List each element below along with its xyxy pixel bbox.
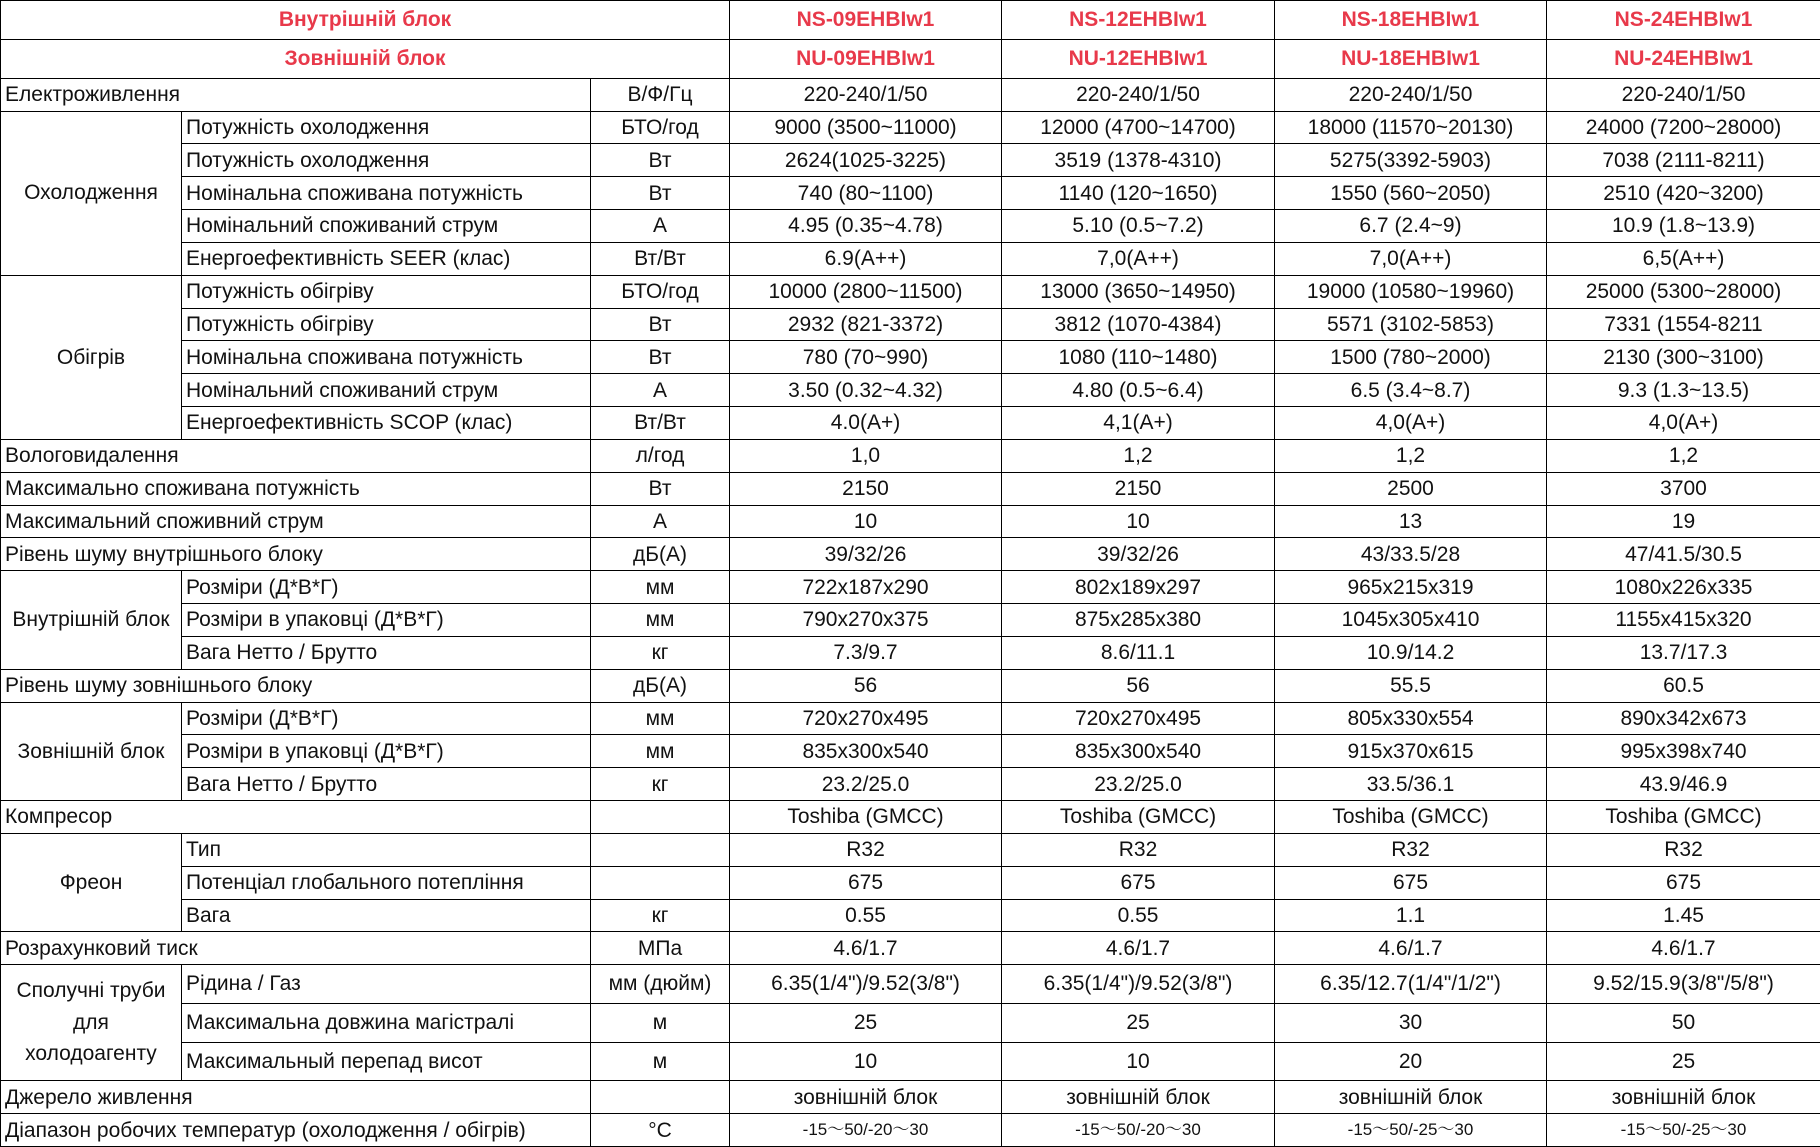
param-label: Номінальний споживаний струм [182, 374, 591, 407]
param-label: Вага Нетто / Брутто [182, 768, 591, 801]
value-cell: 675 [1002, 866, 1275, 899]
value-cell: 4.0(A+) [730, 407, 1002, 440]
param-label: Вага [182, 899, 591, 932]
unit-cell: Вт [591, 472, 730, 505]
param-label: Номінальний споживаний струм [182, 210, 591, 243]
value-cell: зовнішній блок [730, 1081, 1002, 1114]
unit-cell: кг [591, 636, 730, 669]
spec-row [1, 210, 1820, 243]
value-cell: 6.5 (3.4~8.7) [1275, 374, 1547, 407]
value-cell: 1,0 [730, 439, 1002, 472]
value-cell: 805x330x554 [1275, 702, 1547, 735]
outdoor-unit-label: Зовнішній блок [1, 39, 730, 78]
unit-cell: дБ(А) [591, 669, 730, 702]
unit-cell: кг [591, 768, 730, 801]
spec-row [1, 899, 1820, 932]
value-cell: 23.2/25.0 [1002, 768, 1275, 801]
param-label: Рідина / Газ [182, 965, 591, 1004]
spec-row [1, 472, 1820, 505]
value-cell: R32 [1275, 833, 1547, 866]
value-cell: 835x300x540 [730, 735, 1002, 768]
spec-row [1, 78, 1820, 111]
value-cell: 6.35(1/4")/9.52(3/8") [1002, 965, 1275, 1004]
unit-cell: Вт [591, 144, 730, 177]
value-cell: 30 [1275, 1003, 1547, 1042]
value-cell: 790x270x375 [730, 604, 1002, 637]
spec-row [1, 1114, 1820, 1147]
value-cell: 25 [730, 1003, 1002, 1042]
value-cell: 25 [1002, 1003, 1275, 1042]
param-label: Джерело живлення [1, 1081, 591, 1114]
value-cell: 675 [1275, 866, 1547, 899]
spec-row [1, 866, 1820, 899]
unit-cell: кг [591, 899, 730, 932]
value-cell: 1.1 [1275, 899, 1547, 932]
value-cell: зовнішній блок [1275, 1081, 1547, 1114]
value-cell: 875x285x380 [1002, 604, 1275, 637]
spec-row [1, 177, 1820, 210]
value-cell: 4.6/1.7 [1547, 932, 1820, 965]
param-label: Компресор [1, 801, 591, 834]
value-cell: Toshiba (GMCC) [1002, 801, 1275, 834]
value-cell: 675 [730, 866, 1002, 899]
value-cell: 1,2 [1002, 439, 1275, 472]
value-cell: 0.55 [1002, 899, 1275, 932]
param-label: Номінальна споживана потужність [182, 177, 591, 210]
spec-row [1, 965, 1820, 1004]
spec-row [1, 308, 1820, 341]
param-label: Максимальна довжина магістралі [182, 1003, 591, 1042]
value-cell: 740 (80~1100) [730, 177, 1002, 210]
value-cell: 220-240/1/50 [1547, 78, 1820, 111]
unit-cell [591, 866, 730, 899]
value-cell: 25 [1547, 1042, 1820, 1081]
spec-row [1, 571, 1820, 604]
value-cell: 60.5 [1547, 669, 1820, 702]
value-cell: R32 [730, 833, 1002, 866]
value-cell: 7.3/9.7 [730, 636, 1002, 669]
param-label: Потужність обігріву [182, 275, 591, 308]
param-label: Потужність обігріву [182, 308, 591, 341]
value-cell: 7,0(A++) [1275, 242, 1547, 275]
param-label: Максимальний споживний струм [1, 505, 591, 538]
spec-row [1, 1042, 1820, 1081]
value-cell: 1.45 [1547, 899, 1820, 932]
value-cell: -15～50/-20～30 [1002, 1114, 1275, 1147]
unit-cell [591, 1081, 730, 1114]
value-cell: 4,0(A+) [1547, 407, 1820, 440]
spec-row [1, 505, 1820, 538]
value-cell: 2150 [1002, 472, 1275, 505]
value-cell: 10 [1002, 505, 1275, 538]
unit-cell: А [591, 505, 730, 538]
indoor-model: NS-18EHBIw1 [1275, 1, 1547, 40]
value-cell: -15～50/-25～30 [1275, 1114, 1547, 1147]
param-label: Діапазон робочих температур (охолодження / обігрів) [1, 1114, 591, 1147]
value-cell: R32 [1002, 833, 1275, 866]
group-label: Зовнішній блок [1, 702, 182, 800]
param-label: Розміри в упаковці (Д*В*Г) [182, 604, 591, 637]
value-cell: 9.52/15.9(3/8"/5/8") [1547, 965, 1820, 1004]
value-cell: 2510 (420~3200) [1547, 177, 1820, 210]
unit-cell: °C [591, 1114, 730, 1147]
value-cell: 220-240/1/50 [730, 78, 1002, 111]
param-label: Енергоефективність SEER (клас) [182, 242, 591, 275]
unit-cell: мм (дюйм) [591, 965, 730, 1004]
spec-row [1, 275, 1820, 308]
value-cell: 10.9/14.2 [1275, 636, 1547, 669]
value-cell: 56 [1002, 669, 1275, 702]
value-cell: 24000 (7200~28000) [1547, 111, 1820, 144]
unit-cell: л/год [591, 439, 730, 472]
param-label: Вага Нетто / Брутто [182, 636, 591, 669]
value-cell: 720x270x495 [1002, 702, 1275, 735]
value-cell: 0.55 [730, 899, 1002, 932]
outdoor-model: NU-24EHBIw1 [1547, 39, 1820, 78]
param-label: Максимально споживана потужність [1, 472, 591, 505]
value-cell: 890x342x673 [1547, 702, 1820, 735]
value-cell: 56 [730, 669, 1002, 702]
value-cell: 6.9(A++) [730, 242, 1002, 275]
value-cell: 7331 (1554-8211 [1547, 308, 1820, 341]
param-label: Номінальна споживана потужність [182, 341, 591, 374]
value-cell: 220-240/1/50 [1275, 78, 1547, 111]
unit-cell: мм [591, 735, 730, 768]
spec-row [1, 669, 1820, 702]
group-label: Охолодження [1, 111, 182, 275]
value-cell: 2500 [1275, 472, 1547, 505]
value-cell: 3700 [1547, 472, 1820, 505]
value-cell: 10 [1002, 1042, 1275, 1081]
spec-row [1, 735, 1820, 768]
spec-row [1, 932, 1820, 965]
param-label: Рівень шуму внутрішнього блоку [1, 538, 591, 571]
value-cell: -15～50/-25～30 [1547, 1114, 1820, 1147]
value-cell: Toshiba (GMCC) [1547, 801, 1820, 834]
value-cell: 8.6/11.1 [1002, 636, 1275, 669]
value-cell: 10000 (2800~11500) [730, 275, 1002, 308]
value-cell: 55.5 [1275, 669, 1547, 702]
spec-row [1, 702, 1820, 735]
value-cell: 10 [730, 505, 1002, 538]
unit-cell: БТО/год [591, 275, 730, 308]
value-cell: 4.6/1.7 [1002, 932, 1275, 965]
spec-row [1, 801, 1820, 834]
value-cell: 780 (70~990) [730, 341, 1002, 374]
spec-row [1, 636, 1820, 669]
value-cell: 6.35/12.7(1/4"/1/2") [1275, 965, 1547, 1004]
unit-cell [591, 801, 730, 834]
value-cell: 50 [1547, 1003, 1820, 1042]
param-label: Розміри (Д*В*Г) [182, 702, 591, 735]
param-label: Максимальный перепад висот [182, 1042, 591, 1081]
value-cell: 220-240/1/50 [1002, 78, 1275, 111]
value-cell: 47/41.5/30.5 [1547, 538, 1820, 571]
value-cell: 19000 (10580~19960) [1275, 275, 1547, 308]
value-cell: 995x398x740 [1547, 735, 1820, 768]
value-cell: 2932 (821-3372) [730, 308, 1002, 341]
value-cell: 1080 (110~1480) [1002, 341, 1275, 374]
value-cell: 13 [1275, 505, 1547, 538]
spec-row [1, 242, 1820, 275]
unit-cell: м [591, 1003, 730, 1042]
spec-row [1, 768, 1820, 801]
value-cell: 6.7 (2.4~9) [1275, 210, 1547, 243]
value-cell: 10 [730, 1042, 1002, 1081]
value-cell: 675 [1547, 866, 1820, 899]
spec-row [1, 1081, 1820, 1114]
unit-cell: мм [591, 571, 730, 604]
unit-cell: м [591, 1042, 730, 1081]
unit-cell: БТО/год [591, 111, 730, 144]
spec-row [1, 1003, 1820, 1042]
header-row-outdoor [1, 39, 1820, 78]
unit-cell [591, 833, 730, 866]
outdoor-model: NU-09EHBIw1 [730, 39, 1002, 78]
value-cell: -15～50/-20～30 [730, 1114, 1002, 1147]
value-cell: 10.9 (1.8~13.9) [1547, 210, 1820, 243]
value-cell: 9.3 (1.3~13.5) [1547, 374, 1820, 407]
param-label: Вологовидалення [1, 439, 591, 472]
indoor-model: NS-24EHBIw1 [1547, 1, 1820, 40]
group-label: Сполучні труби для холодоагенту [1, 965, 182, 1081]
value-cell: 835x300x540 [1002, 735, 1275, 768]
unit-cell: Вт/Вт [591, 407, 730, 440]
value-cell: 39/32/26 [1002, 538, 1275, 571]
value-cell: 12000 (4700~14700) [1002, 111, 1275, 144]
param-label: Розміри в упаковці (Д*В*Г) [182, 735, 591, 768]
spec-row [1, 538, 1820, 571]
value-cell: 33.5/36.1 [1275, 768, 1547, 801]
value-cell: 5571 (3102-5853) [1275, 308, 1547, 341]
value-cell: зовнішній блок [1547, 1081, 1820, 1114]
unit-cell: Вт [591, 308, 730, 341]
param-label: Розрахунковий тиск [1, 932, 591, 965]
value-cell: 965x215x319 [1275, 571, 1547, 604]
outdoor-model: NU-12EHBIw1 [1002, 39, 1275, 78]
param-label: Потужність охолодження [182, 111, 591, 144]
unit-cell: дБ(А) [591, 538, 730, 571]
value-cell: 43.9/46.9 [1547, 768, 1820, 801]
value-cell: 43/33.5/28 [1275, 538, 1547, 571]
unit-cell: мм [591, 702, 730, 735]
value-cell: 9000 (3500~11000) [730, 111, 1002, 144]
value-cell: 3519 (1378-4310) [1002, 144, 1275, 177]
value-cell: 1155x415x320 [1547, 604, 1820, 637]
spec-row [1, 374, 1820, 407]
unit-cell: мм [591, 604, 730, 637]
value-cell: R32 [1547, 833, 1820, 866]
indoor-unit-label: Внутрішній блок [1, 1, 730, 40]
unit-cell: В/Ф/Гц [591, 78, 730, 111]
value-cell: 915x370x615 [1275, 735, 1547, 768]
value-cell: 1,2 [1275, 439, 1547, 472]
value-cell: 2130 (300~3100) [1547, 341, 1820, 374]
value-cell: 1,2 [1547, 439, 1820, 472]
value-cell: 7,0(A++) [1002, 242, 1275, 275]
value-cell: 5275(3392-5903) [1275, 144, 1547, 177]
value-cell: 6.35(1/4")/9.52(3/8") [730, 965, 1002, 1004]
value-cell: 4.6/1.7 [1275, 932, 1547, 965]
value-cell: 19 [1547, 505, 1820, 538]
value-cell: 4,0(A+) [1275, 407, 1547, 440]
unit-cell: А [591, 210, 730, 243]
value-cell: 1500 (780~2000) [1275, 341, 1547, 374]
value-cell: Toshiba (GMCC) [730, 801, 1002, 834]
unit-cell: Вт [591, 177, 730, 210]
value-cell: 4,1(A+) [1002, 407, 1275, 440]
group-label: Фреон [1, 833, 182, 931]
value-cell: 2624(1025-3225) [730, 144, 1002, 177]
param-label: Потужність охолодження [182, 144, 591, 177]
value-cell: 13.7/17.3 [1547, 636, 1820, 669]
spec-row [1, 144, 1820, 177]
spec-row [1, 341, 1820, 374]
value-cell: 4.95 (0.35~4.78) [730, 210, 1002, 243]
spec-row [1, 833, 1820, 866]
value-cell: 18000 (11570~20130) [1275, 111, 1547, 144]
value-cell: 722x187x290 [730, 571, 1002, 604]
value-cell: 3812 (1070-4384) [1002, 308, 1275, 341]
value-cell: 39/32/26 [730, 538, 1002, 571]
param-label: Розміри (Д*В*Г) [182, 571, 591, 604]
value-cell: 2150 [730, 472, 1002, 505]
spec-row [1, 604, 1820, 637]
value-cell: 13000 (3650~14950) [1002, 275, 1275, 308]
value-cell: 5.10 (0.5~7.2) [1002, 210, 1275, 243]
group-label: Внутрішній блок [1, 571, 182, 669]
value-cell: 4.80 (0.5~6.4) [1002, 374, 1275, 407]
indoor-model: NS-12EHBIw1 [1002, 1, 1275, 40]
value-cell: 1550 (560~2050) [1275, 177, 1547, 210]
value-cell: 1045x305x410 [1275, 604, 1547, 637]
spec-row [1, 439, 1820, 472]
unit-cell: А [591, 374, 730, 407]
spec-row [1, 407, 1820, 440]
value-cell: 3.50 (0.32~4.32) [730, 374, 1002, 407]
value-cell: 25000 (5300~28000) [1547, 275, 1820, 308]
outdoor-model: NU-18EHBIw1 [1275, 39, 1547, 78]
param-label: Потенціал глобального потепління [182, 866, 591, 899]
param-label: Тип [182, 833, 591, 866]
param-label: Енергоефективність SCOP (клас) [182, 407, 591, 440]
param-label: Рівень шуму зовнішнього блоку [1, 669, 591, 702]
param-label: Електроживлення [1, 78, 591, 111]
value-cell: 1080x226x335 [1547, 571, 1820, 604]
header-row-indoor [1, 1, 1820, 40]
value-cell: 4.6/1.7 [730, 932, 1002, 965]
spec-row [1, 111, 1820, 144]
unit-cell: Вт [591, 341, 730, 374]
unit-cell: Вт/Вт [591, 242, 730, 275]
value-cell: 23.2/25.0 [730, 768, 1002, 801]
value-cell: 6,5(A++) [1547, 242, 1820, 275]
unit-cell: МПа [591, 932, 730, 965]
indoor-model: NS-09EHBIw1 [730, 1, 1002, 40]
value-cell: зовнішній блок [1002, 1081, 1275, 1114]
value-cell: 20 [1275, 1042, 1547, 1081]
value-cell: Toshiba (GMCC) [1275, 801, 1547, 834]
value-cell: 1140 (120~1650) [1002, 177, 1275, 210]
value-cell: 802x189x297 [1002, 571, 1275, 604]
group-label: Обігрів [1, 275, 182, 439]
value-cell: 720x270x495 [730, 702, 1002, 735]
value-cell: 7038 (2111-8211) [1547, 144, 1820, 177]
